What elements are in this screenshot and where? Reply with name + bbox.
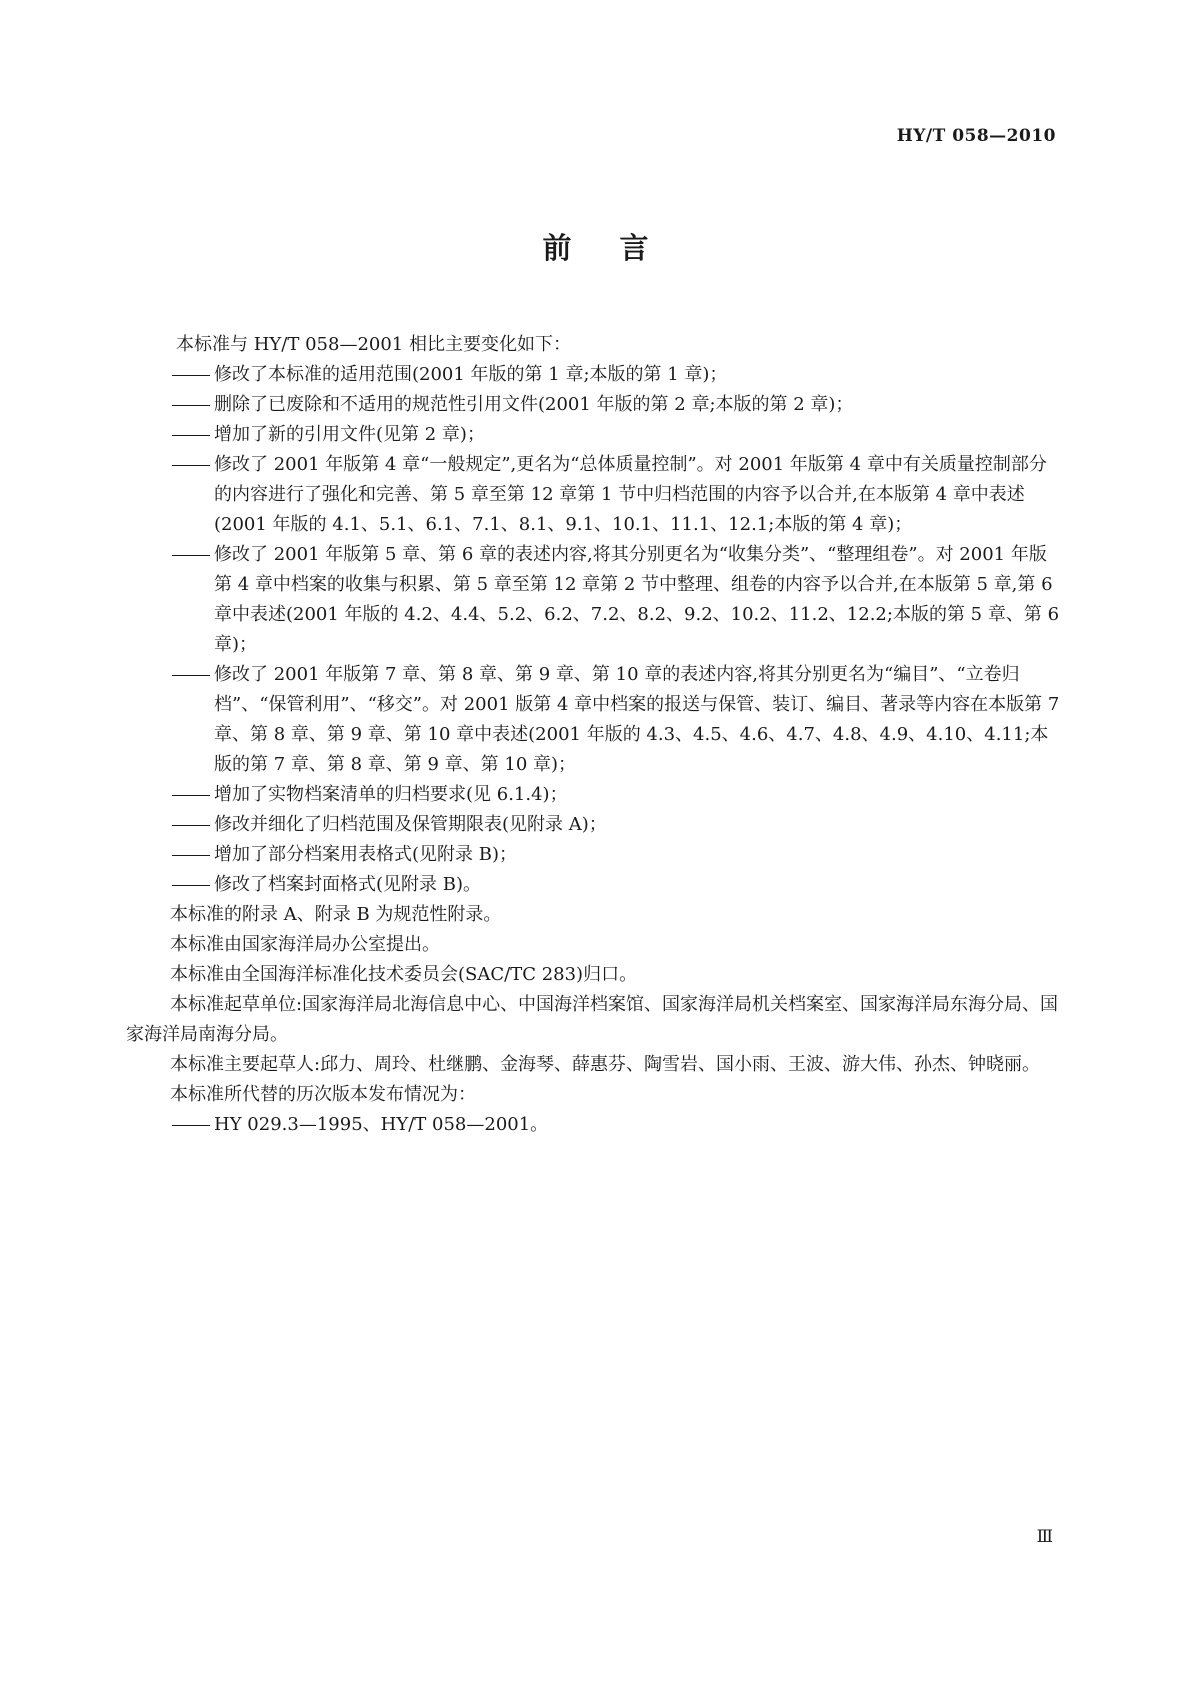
dash-mark: [172, 360, 212, 390]
history-intro-paragraph: 本标准所代替的历次版本发布情况为：: [170, 1084, 476, 1105]
drafters-paragraph: 本标准主要起草人:邱力、周玲、杜继鹏、金海琴、薛惠芬、陶雪岩、国小雨、王波、游大伟、孙杰、钟晓丽。: [170, 1054, 1041, 1075]
dash-mark: [172, 870, 212, 900]
page-title: 前言: [542, 231, 697, 265]
drafting-units-paragraph: 本标准起草单位:国家海洋局北海信息中心、中国海洋档案馆、国家海洋局机关档案室、国家海洋局东海分局、国家海洋局南海分局。: [126, 994, 1059, 1045]
change-item: [126, 420, 1062, 450]
change-item: [126, 540, 1062, 660]
change-item-text: 增加了部分档案用表格式(见附录 B)；: [214, 844, 517, 865]
change-item: [126, 780, 1062, 810]
change-item: [126, 450, 1062, 540]
committee-paragraph: 本标准由全国海洋标准化技术委员会(SAC/TC 283)归口。: [170, 964, 638, 985]
history-item: [126, 1110, 1062, 1140]
change-item: [126, 840, 1062, 870]
intro-paragraph: 本标准与 HY/T 058—2001 相比主要变化如下：: [176, 334, 571, 355]
change-item-text: 增加了新的引用文件(见第 2 章)；: [214, 424, 485, 445]
change-item-text: 修改并细化了归档范围及保管期限表(见附录 A)；: [214, 814, 607, 835]
change-item: [126, 360, 1062, 390]
history-item-text: HY 029.3—1995、HY/T 058—2001。: [214, 1114, 549, 1135]
dash-mark: [172, 540, 212, 570]
change-item-text: 修改了 2001 年版第 7 章、第 8 章、第 9 章、第 10 章的表述内容,将其分别更名为“编目”、“立卷归档”、“保管利用”、“移交”。对 2001 版第 4 章中档案的报送与保管、装订、编目、著录等内容在本版第 7 章、第 8 章、第 9 章、第 10 章中表述(2001 年版的 4.3、4.5、4.6、4.7、4.8、4.9、4.10、4.11;本版的第 7 章、第 8 章、第 9 章、第 10 章)；: [214, 664, 1060, 775]
dash-mark: [172, 450, 212, 480]
change-item: [126, 870, 1062, 900]
proposer-paragraph: 本标准由国家海洋局办公室提出。: [170, 934, 440, 955]
changes-list: [126, 360, 1062, 900]
foreword-body: [126, 330, 1062, 1140]
dash-mark: [172, 660, 212, 690]
change-item: [126, 810, 1062, 840]
change-item: [126, 390, 1062, 420]
standard-code: HY/T 058—2010: [896, 126, 1056, 146]
change-item-text: 增加了实物档案清单的归档要求(见 6.1.4)；: [214, 784, 568, 805]
change-item-text: 删除了已废除和不适用的规范性引用文件(2001 年版的第 2 章;本版的第 2 章)；: [214, 394, 854, 415]
change-item-text: 修改了 2001 年版第 5 章、第 6 章的表述内容,将其分别更名为“收集分类”、“整理组卷”。对 2001 年版第 4 章中档案的收集与积累、第 5 章至第 12 章第 2 节中整理、组卷的内容予以合并,在本版第 5 章,第 6 章中表述(2001 年版的 4.2、4.4、5.2、6.2、7.2、8.2、9.2、10.2、11.2、12.2;本版的第 5 章、第 6 章)；: [214, 544, 1060, 655]
annex-paragraph: 本标准的附录 A、附录 B 为规范性附录。: [170, 904, 502, 925]
page-number: Ⅲ: [1036, 1527, 1053, 1547]
dash-mark: [172, 780, 212, 810]
change-item-text: 修改了 2001 年版第 4 章“一般规定”,更名为“总体质量控制”。对 2001 年版第 4 章中有关质量控制部分的内容进行了强化和完善、第 5 章至第 12 章第 1 节中归档范围的内容予以合并,在本版第 4 章中表述(2001 年版的 4.1、5.1、6.1、7.1、8.1、9.1、10.1、11.1、12.1;本版的第 4 章)；: [214, 454, 1047, 535]
change-item-text: 修改了本标准的适用范围(2001 年版的第 1 章;本版的第 1 章)；: [214, 364, 728, 385]
dash-mark: [172, 810, 212, 840]
dash-mark: [172, 840, 212, 870]
dash-mark: [172, 1110, 212, 1140]
dash-mark: [172, 420, 212, 450]
dash-mark: [172, 390, 212, 420]
change-item: [126, 660, 1062, 780]
change-item-text: 修改了档案封面格式(见附录 B)。: [214, 874, 481, 895]
